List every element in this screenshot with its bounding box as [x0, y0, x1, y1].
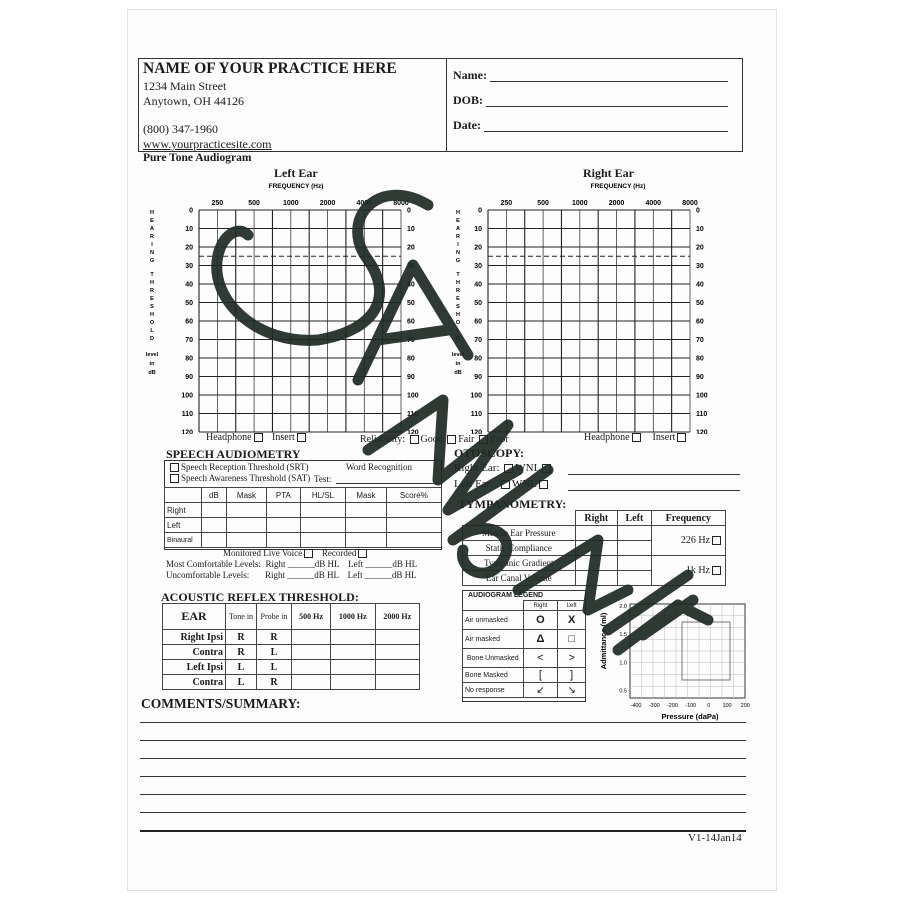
db-tick: 100 [181, 392, 193, 400]
db-tick: 60 [185, 318, 193, 326]
speech-h6: Score% [386, 488, 441, 503]
axis-letter: S [150, 304, 154, 310]
axis-letter: E [150, 218, 154, 224]
reflex-h-2000: 2000 Hz [375, 604, 419, 630]
dob-field[interactable] [486, 106, 728, 107]
db-tick: 70 [185, 337, 193, 344]
freq-tick: 500 [537, 200, 549, 207]
legend-symbol-right: ↙ [523, 683, 558, 698]
reflex-probe: R [257, 630, 292, 645]
freq-tick: 2000 [608, 200, 625, 207]
freq-tick: 4000 [645, 200, 662, 207]
axis-letter: H [150, 210, 154, 216]
tymp-h1: Right [575, 511, 618, 526]
axis-letter: D [456, 336, 460, 342]
axis-letter: N [150, 250, 154, 256]
reflex-ear: Right Ipsi [163, 630, 226, 645]
srt-checkbox[interactable] [170, 463, 179, 472]
name-label: Name: [453, 68, 487, 82]
legend-h-left: Left [558, 601, 586, 611]
db-tick: 50 [474, 300, 482, 307]
reflex-h-1000: 1000 Hz [331, 604, 375, 630]
db-tick-right: 10 [407, 226, 415, 233]
db-tick: 30 [185, 263, 193, 270]
db-tick-right: 0 [407, 207, 411, 215]
reliability-good: Good [420, 434, 443, 445]
right-freq-label: FREQUENCY (Hz) [590, 183, 646, 190]
db-tick: 60 [474, 318, 482, 326]
reflex-tone: L [226, 660, 257, 675]
axis-letter: A [150, 226, 154, 232]
axis-letter: R [456, 234, 460, 240]
db-tick-right: 60 [407, 318, 415, 326]
freq-tick: 1000 [572, 200, 588, 207]
freq-tick: 8000 [682, 200, 698, 207]
speech-row-label: Right [165, 503, 202, 518]
tymp-xtick: 0 [707, 703, 711, 709]
db-tick-right: 20 [696, 244, 704, 252]
speech-h1: dB [202, 488, 227, 503]
db-tick: 20 [474, 244, 482, 252]
otoscopy-right-label: Right Ear: [454, 462, 500, 474]
axis-letter: I [457, 242, 459, 248]
reflex-h-500: 500 Hz [292, 604, 331, 630]
db-tick: 10 [474, 226, 482, 233]
reliability-poor: Poor [489, 434, 509, 445]
legend-symbol-right: < [523, 649, 558, 668]
tymp-xtick: 200 [740, 703, 750, 709]
tymp-ylabel: Admittance (ml) [599, 612, 608, 670]
db-tick: 80 [185, 355, 193, 363]
version-label: V1-14Jan14 [688, 832, 742, 844]
tymp-ytick: 1.5 [619, 632, 627, 639]
monitored-label: Monitored Live Voice [223, 548, 303, 558]
reliability-fair: Fair [458, 434, 475, 445]
axis-letter: H [456, 210, 460, 216]
speech-h5: Mask [346, 488, 386, 503]
left-hearing-threshold-label [146, 210, 159, 376]
left-insert-label: Insert [272, 432, 295, 443]
axis-unit: dB [148, 370, 156, 376]
legend-symbol-left: ] [558, 668, 586, 683]
db-tick: 70 [474, 337, 482, 344]
db-tick-right: 40 [696, 281, 704, 289]
axis-letter: O [455, 320, 461, 326]
db-tick-right: 120 [696, 429, 708, 434]
legend-label: Air unmasked [463, 611, 524, 630]
db-tick: 120 [470, 429, 482, 434]
db-tick-right: 110 [696, 411, 708, 418]
reflex-tone: L [226, 675, 257, 690]
test-label: Test: [314, 474, 332, 484]
reliability-label: Reliability: [360, 434, 405, 445]
speech-title: SPEECH AUDIOMETRY [166, 447, 301, 461]
freq-tick: 4000 [356, 200, 373, 207]
left-freq-label: FREQUENCY (Hz) [268, 183, 324, 190]
tymp-xlabel: Pressure (daPa) [661, 712, 719, 721]
db-tick-right: 70 [696, 337, 704, 344]
tymp-xtick: -300 [648, 703, 660, 709]
db-tick: 90 [185, 374, 193, 381]
axis-unit: level [146, 352, 159, 358]
axis-letter: H [456, 280, 460, 286]
legend-symbol-right: [ [523, 668, 558, 683]
axis-letter: G [455, 258, 461, 264]
speech-h3: PTA [267, 488, 300, 503]
db-tick-right: 10 [696, 226, 704, 233]
date-label: Date: [453, 118, 481, 132]
legend-h-right: Right [523, 601, 558, 611]
right-insert-label: Insert [652, 432, 676, 443]
word-recognition-label: Word Recognition [346, 462, 413, 472]
name-field[interactable] [490, 81, 728, 82]
tymp-row-label: Ear Canal Volume [463, 571, 576, 586]
db-tick: 100 [470, 392, 482, 400]
db-tick: 110 [470, 411, 482, 418]
axis-letter: L [150, 328, 154, 334]
freq-tick: 250 [500, 200, 513, 207]
db-tick: 0 [189, 207, 193, 215]
axis-letter: H [456, 312, 460, 318]
legend-label: Air masked [463, 630, 524, 649]
db-tick-right: 50 [696, 300, 704, 307]
db-tick: 40 [185, 281, 193, 289]
reflex-h-ear: EAR [163, 604, 226, 630]
axis-letter: H [150, 312, 154, 318]
db-tick-right: 60 [696, 318, 704, 326]
freq-tick: 8000 [393, 200, 409, 207]
db-tick-right: 100 [407, 392, 419, 400]
tymp-freq-226: 226 Hz [651, 526, 725, 556]
legend-symbol-left: > [558, 649, 586, 668]
freq-tick: 500 [248, 200, 260, 207]
db-tick: 0 [478, 207, 482, 215]
db-tick-right: 70 [407, 337, 415, 344]
ucl-row: Uncomfortable Levels: Right ______dB HL Left ______dB HL [166, 570, 417, 580]
reflex-ear: Contra [163, 675, 226, 690]
db-tick-right: 50 [407, 300, 415, 307]
axis-letter: R [150, 288, 154, 294]
legend-symbol-left: X [558, 611, 586, 630]
db-tick-right: 120 [407, 429, 419, 434]
db-tick: 40 [474, 281, 482, 289]
reflex-tone: R [226, 645, 257, 660]
db-tick-right: 40 [407, 281, 415, 289]
axis-letter: E [150, 296, 154, 302]
db-tick: 20 [185, 244, 193, 252]
axis-letter: R [456, 288, 460, 294]
axis-letter: T [456, 272, 460, 278]
db-tick-right: 110 [407, 411, 419, 418]
otoscopy-left-label: Left Ear: [454, 478, 494, 490]
db-tick-right: 90 [407, 374, 415, 381]
db-tick: 30 [474, 263, 482, 270]
db-tick-right: 100 [696, 392, 708, 400]
legend-symbol-right: O [523, 611, 558, 630]
axis-letter: A [456, 226, 460, 232]
tymp-xtick: -400 [630, 703, 642, 709]
acoustic-reflex-title: ACOUSTIC REFLEX THRESHOLD: [161, 590, 359, 604]
legend-symbol-right: Δ [523, 630, 558, 649]
left-headphone-label: Headphone [206, 432, 252, 443]
freq-tick: 1000 [283, 200, 299, 207]
legend-title: AUDIOGRAM LEGEND [468, 592, 544, 599]
speech-row-label: Binaural [165, 533, 202, 548]
sample-watermark [188, 180, 728, 800]
otoscopy-title: OTOSCOPY: [454, 446, 525, 460]
axis-letter: D [150, 336, 154, 342]
freq-tick: 250 [211, 200, 224, 207]
db-tick-right: 0 [696, 207, 700, 215]
tymp-h3: Frequency [651, 511, 725, 526]
axis-letter: T [150, 272, 154, 278]
reflex-probe: L [257, 645, 292, 660]
tymp-row-label: Middle Ear Pressure [463, 526, 576, 541]
db-tick-right: 80 [696, 355, 704, 363]
legend-symbol-left: ↘ [558, 683, 586, 698]
comment-line[interactable] [140, 812, 746, 813]
db-tick: 90 [474, 374, 482, 381]
right-ear-title: Right Ear [583, 166, 634, 180]
tymp-xtick: -100 [685, 703, 697, 709]
axis-letter: O [149, 320, 155, 326]
srt-label: Speech Reception Threshold (SRT) [181, 462, 309, 472]
axis-unit: in [455, 361, 461, 367]
axis-letter: S [456, 304, 460, 310]
legend-label: Bone Masked [463, 668, 524, 683]
recorded-label: Recorded [321, 548, 357, 558]
reflex-probe: R [257, 675, 292, 690]
reflex-h-tone: Tone in [226, 604, 257, 630]
axis-letter: I [151, 242, 153, 248]
sat-checkbox[interactable] [170, 474, 179, 483]
left-ear-title: Left Ear [274, 166, 318, 180]
tymp-xtick: 100 [722, 703, 732, 709]
audiogram-title: Pure Tone Audiogram [143, 152, 252, 164]
practice-website[interactable]: www.yourpracticesite.com [143, 137, 272, 151]
tymp-row-label: Static Compliance [463, 541, 576, 556]
freq-tick: 2000 [319, 200, 336, 207]
axis-unit: level [452, 352, 465, 358]
practice-street: 1234 Main Street [143, 79, 227, 93]
practice-phone: (800) 347-1960 [143, 122, 218, 136]
db-tick-right: 30 [696, 263, 704, 270]
tymp-xtick: -200 [666, 703, 678, 709]
footer-rule [140, 830, 746, 832]
db-tick: 120 [181, 429, 193, 434]
sat-label: Speech Awareness Threshold (SAT) [181, 473, 311, 483]
axis-letter: N [456, 250, 460, 256]
axis-letter: R [150, 234, 154, 240]
axis-unit: dB [454, 370, 462, 376]
speech-h2: Mask [226, 488, 266, 503]
tympanometry-title: TYMPANOMETRY: [458, 497, 567, 511]
reflex-probe: L [257, 660, 292, 675]
db-tick: 110 [181, 411, 193, 418]
reflex-ear: Contra [163, 645, 226, 660]
legend-symbol-left: □ [558, 630, 586, 649]
right-headphone-label: Headphone [584, 432, 630, 443]
axis-letter: E [456, 296, 460, 302]
legend-label: Bone Unmasked [463, 649, 524, 668]
axis-letter: L [456, 328, 460, 334]
axis-letter: E [456, 218, 460, 224]
practice-name: NAME OF YOUR PRACTICE HERE [143, 60, 397, 77]
tymp-ytick: 1.0 [619, 660, 627, 667]
axis-unit: in [149, 361, 155, 367]
reflex-ear: Left Ipsi [163, 660, 226, 675]
tymp-h2: Left [618, 511, 652, 526]
comments-title: COMMENTS/SUMMARY: [141, 696, 301, 711]
db-tick-right: 20 [407, 244, 415, 252]
db-tick-right: 90 [696, 374, 704, 381]
reflex-h-probe: Probe in [257, 604, 292, 630]
date-field[interactable] [484, 131, 728, 132]
db-tick: 50 [185, 300, 193, 307]
tymp-ytick: 0.5 [619, 688, 627, 695]
legend-label: No response [463, 683, 524, 698]
db-tick: 10 [185, 226, 193, 233]
practice-city: Anytown, OH 44126 [143, 94, 244, 108]
tymp-row-label: Tympanic Gradient [463, 556, 576, 571]
mcl-row: Most Comfortable Levels: Right ______dB HL Left ______dB HL [166, 559, 418, 569]
speech-row-label: Left [165, 518, 202, 533]
db-tick-right: 80 [407, 355, 415, 363]
axis-letter: H [150, 280, 154, 286]
otoscopy-right-wnl: WNL [515, 462, 541, 474]
speech-h4: HL/SL [300, 488, 346, 503]
otoscopy-left-wnl: WNL [511, 478, 537, 490]
tymp-freq-1k: 1k Hz [651, 556, 725, 586]
db-tick: 80 [474, 355, 482, 363]
tymp-ytick: 2.0 [619, 604, 627, 610]
dob-label: DOB: [453, 93, 483, 107]
audiogram-form [128, 10, 776, 890]
db-tick-right: 30 [407, 263, 415, 270]
axis-letter: G [149, 258, 155, 264]
reflex-tone: R [226, 630, 257, 645]
